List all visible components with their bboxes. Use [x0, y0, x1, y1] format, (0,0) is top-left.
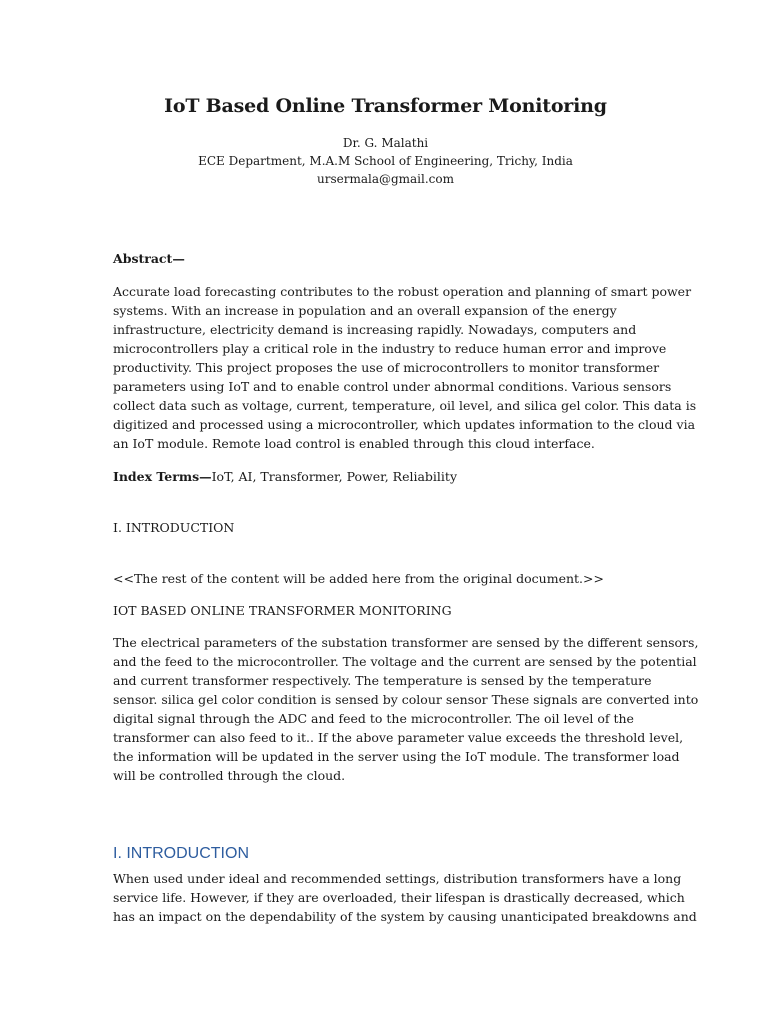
iot-line: will be controlled through the cloud. — [113, 768, 346, 783]
iot-line: and current transformer respectively. The temperature is sensed by the temperature — [113, 673, 652, 688]
author-affiliation: ECE Department, M.A.M School of Engineering, Trichy, India — [198, 154, 573, 168]
section-heading-iot-monitoring: IOT BASED ONLINE TRANSFORMER MONITORING — [113, 603, 452, 618]
abstract-line: infrastructure, electricity demand is increasing rapidly. Nowadays, computers and — [113, 322, 637, 337]
iot-line: digital signal through the ADC and feed to the microcontroller. The oil level of the — [113, 711, 634, 726]
abstract-line: digitized and processed using a microcontroller, which updates information to the cloud via — [113, 417, 696, 432]
section-heading-introduction-plain: I. INTRODUCTION — [113, 520, 235, 535]
paper-title: IoT Based Online Transformer Monitoring — [164, 95, 607, 117]
index-terms-text: IoT, AI, Transformer, Power, Reliability — [211, 469, 458, 484]
iot-line: The electrical parameters of the substation transformer are sensed by the different sensors, — [113, 635, 699, 650]
section-heading-introduction: I. INTRODUCTION — [113, 845, 249, 862]
iot-line: transformer can also feed to it.. If the above parameter value exceeds the threshold level, — [113, 730, 684, 745]
abstract-line: an IoT module. Remote load control is enabled through this cloud interface. — [113, 436, 595, 451]
intro-line: has an impact on the dependability of the system by causing unanticipated breakdowns and — [113, 909, 697, 924]
author-email: ursermala@gmail.com — [316, 172, 454, 186]
index-terms — [113, 467, 658, 486]
iot-line: and the feed to the microcontroller. The voltage and the current are sensed by the potential — [113, 654, 697, 669]
abstract-line: microcontrollers play a critical role in the industry to reduce human error and improve — [113, 341, 667, 356]
placeholder-note: <<The rest of the content will be added here from the original document.>> — [113, 571, 604, 586]
abstract-heading: Abstract— — [113, 251, 185, 266]
index-terms-label: Index Terms— — [113, 469, 212, 484]
iot-section-body — [113, 633, 699, 785]
abstract-line: systems. With an increase in population and an overall expansion of the energy — [113, 303, 617, 318]
abstract-line: collect data such as voltage, current, temperature, oil level, and silica gel color. This data is — [113, 398, 697, 413]
abstract-line: productivity. This project proposes the use of microcontrollers to monitor transformer — [113, 360, 660, 375]
author-block — [113, 134, 658, 188]
iot-line: the information will be updated in the server using the IoT module. The transformer load — [113, 749, 680, 764]
abstract-line: Accurate load forecasting contributes to the robust operation and planning of smart power — [113, 284, 692, 299]
author-name: Dr. G. Malathi — [342, 136, 429, 150]
intro-line: service life. However, if they are overloaded, their lifespan is drastically decreased, which — [113, 890, 685, 905]
iot-line: sensor. silica gel color condition is sensed by colour sensor These signals are converted into — [113, 692, 699, 707]
abstract-body — [113, 282, 697, 453]
intro-line: When used under ideal and recommended settings, distribution transformers have a long — [113, 871, 682, 886]
introduction-body — [113, 869, 697, 926]
abstract-line: parameters using IoT and to enable control under abnormal conditions. Various sensors — [113, 379, 672, 394]
